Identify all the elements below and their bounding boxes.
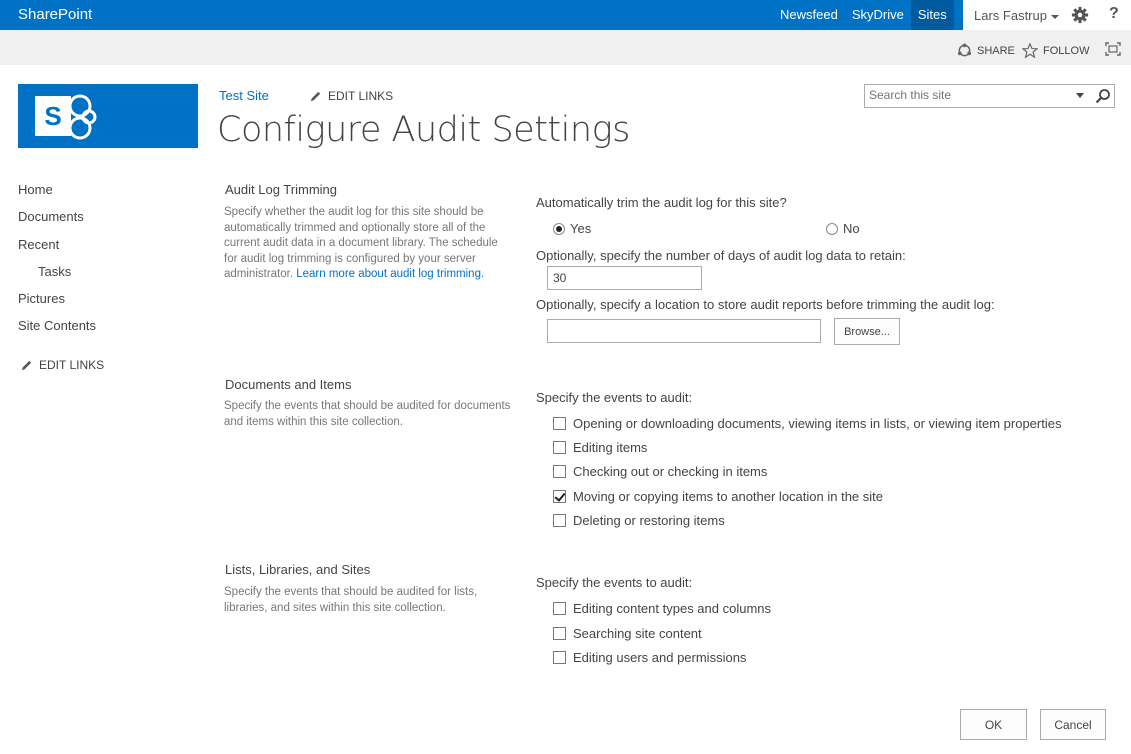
trim-no-label: No bbox=[843, 221, 860, 236]
edit-links-left[interactable] bbox=[20, 358, 104, 372]
location-label: Optionally, specify a location to store audit reports before trimming the audit log: bbox=[536, 297, 995, 312]
checkbox-box bbox=[553, 651, 566, 664]
event-moving-label: Moving or copying items to another location in the site bbox=[573, 489, 884, 504]
follow-label: FOLLOW bbox=[1043, 44, 1090, 57]
top-nav-sites[interactable]: Sites bbox=[911, 0, 954, 30]
event-searching-checkbox[interactable] bbox=[553, 626, 702, 641]
edit-links-top-label: EDIT LINKS bbox=[328, 89, 394, 103]
user-menu[interactable] bbox=[974, 8, 1059, 23]
event-opening-checkbox[interactable] bbox=[553, 416, 1061, 431]
page-title: Configure Audit Settings bbox=[217, 110, 630, 150]
share-icon bbox=[957, 43, 972, 58]
share-label: SHARE bbox=[977, 44, 1015, 57]
sharepoint-brand[interactable]: SharePoint bbox=[18, 6, 93, 23]
search-box bbox=[864, 84, 1115, 108]
checkbox-box-checked bbox=[553, 490, 566, 503]
section-title-lists: Lists, Libraries, and Sites bbox=[225, 562, 371, 577]
section-desc-trimming bbox=[224, 205, 514, 283]
trim-no-radio[interactable] bbox=[826, 221, 860, 236]
star-icon bbox=[1022, 43, 1038, 58]
ok-button[interactable]: OK bbox=[960, 709, 1027, 740]
top-nav-newsfeed[interactable]: Newsfeed bbox=[780, 7, 838, 22]
nav-item-pictures[interactable]: Pictures bbox=[18, 291, 65, 306]
event-content-types-checkbox[interactable] bbox=[553, 601, 771, 616]
pencil-icon bbox=[309, 90, 322, 103]
checkbox-box bbox=[553, 627, 566, 640]
gear-icon[interactable] bbox=[1071, 6, 1089, 24]
event-users-permissions-checkbox[interactable] bbox=[553, 650, 746, 665]
site-title-link[interactable]: Test Site bbox=[219, 88, 269, 103]
event-deleting-checkbox[interactable] bbox=[553, 513, 725, 528]
pencil-icon bbox=[20, 359, 33, 372]
help-icon[interactable]: ? bbox=[1109, 5, 1119, 22]
share-button[interactable] bbox=[957, 43, 1015, 58]
doc-events-label: Specify the events to audit: bbox=[536, 390, 693, 405]
checkbox-box bbox=[553, 514, 566, 527]
checkbox-box bbox=[553, 465, 566, 478]
edit-links-top[interactable] bbox=[309, 89, 393, 103]
browse-button[interactable]: Browse... bbox=[834, 318, 900, 345]
top-nav bbox=[773, 0, 954, 30]
radio-yes-indicator bbox=[553, 223, 565, 235]
section-title-documents: Documents and Items bbox=[225, 377, 352, 392]
trim-question-label: Automatically trim the audit log for this site? bbox=[536, 195, 787, 210]
nav-item-documents[interactable]: Documents bbox=[18, 209, 84, 224]
trim-yes-radio[interactable] bbox=[553, 221, 591, 236]
event-editing-label: Editing items bbox=[573, 440, 648, 455]
days-label: Optionally, specify the number of days of audit log data to retain: bbox=[536, 248, 906, 263]
event-opening-label: Opening or downloading documents, viewing items in lists, or viewing item properties bbox=[573, 416, 1062, 431]
trimming-desc-text: Specify whether the audit log for this site should be automatically trimmed and optionally store all of the current audit data in a document library. The schedule for audit log trimming is configured by your server administrator. bbox=[224, 206, 498, 280]
event-editing-checkbox[interactable] bbox=[553, 440, 647, 455]
report-location-input[interactable] bbox=[547, 319, 821, 343]
action-bar bbox=[0, 30, 1131, 65]
nav-item-recent[interactable]: Recent bbox=[18, 237, 60, 252]
svg-text:S: S bbox=[44, 101, 62, 131]
event-content-types-label: Editing content types and columns bbox=[573, 601, 772, 616]
radio-no-indicator bbox=[826, 223, 838, 235]
edit-links-left-label: EDIT LINKS bbox=[39, 358, 105, 372]
nav-item-tasks[interactable]: Tasks bbox=[38, 264, 72, 279]
follow-button[interactable] bbox=[1022, 43, 1089, 58]
checkbox-box bbox=[553, 441, 566, 454]
site-logo[interactable] bbox=[18, 84, 198, 148]
nav-item-site-contents[interactable]: Site Contents bbox=[18, 318, 97, 333]
user-zone bbox=[963, 0, 1131, 30]
sharepoint-logo-icon bbox=[18, 84, 198, 148]
event-checkout-checkbox[interactable] bbox=[553, 464, 767, 479]
event-checkout-label: Checking out or checking in items bbox=[573, 464, 768, 479]
top-nav-skydrive[interactable]: SkyDrive bbox=[851, 7, 904, 22]
cancel-button[interactable]: Cancel bbox=[1040, 709, 1106, 740]
search-scope-dropdown-icon[interactable] bbox=[1076, 93, 1084, 98]
event-users-permissions-label: Editing users and permissions bbox=[573, 650, 747, 665]
chevron-down-icon bbox=[1051, 15, 1059, 19]
section-title-trimming: Audit Log Trimming bbox=[225, 182, 337, 197]
search-icon[interactable] bbox=[1095, 88, 1111, 104]
section-desc-lists: Specify the events that should be audited for lists, libraries, and sites within this site collection. bbox=[224, 586, 478, 614]
trim-yes-label: Yes bbox=[570, 221, 592, 236]
suite-bar bbox=[0, 0, 1131, 30]
section-desc-documents: Specify the events that should be audited for documents and items within this site collection. bbox=[224, 400, 511, 428]
learn-more-link[interactable]: Learn more about audit log trimming. bbox=[296, 268, 485, 280]
user-name: Lars Fastrup bbox=[974, 8, 1047, 23]
checkbox-box bbox=[553, 417, 566, 430]
days-retain-input[interactable] bbox=[547, 266, 702, 290]
list-events-label: Specify the events to audit: bbox=[536, 575, 693, 590]
checkbox-box bbox=[553, 602, 566, 615]
focus-content-icon[interactable] bbox=[1105, 42, 1121, 56]
event-deleting-label: Deleting or restoring items bbox=[573, 513, 725, 528]
search-input[interactable] bbox=[869, 88, 1069, 102]
nav-item-home[interactable]: Home bbox=[18, 182, 53, 197]
event-searching-label: Searching site content bbox=[573, 626, 702, 641]
event-moving-checkbox[interactable] bbox=[553, 489, 883, 504]
